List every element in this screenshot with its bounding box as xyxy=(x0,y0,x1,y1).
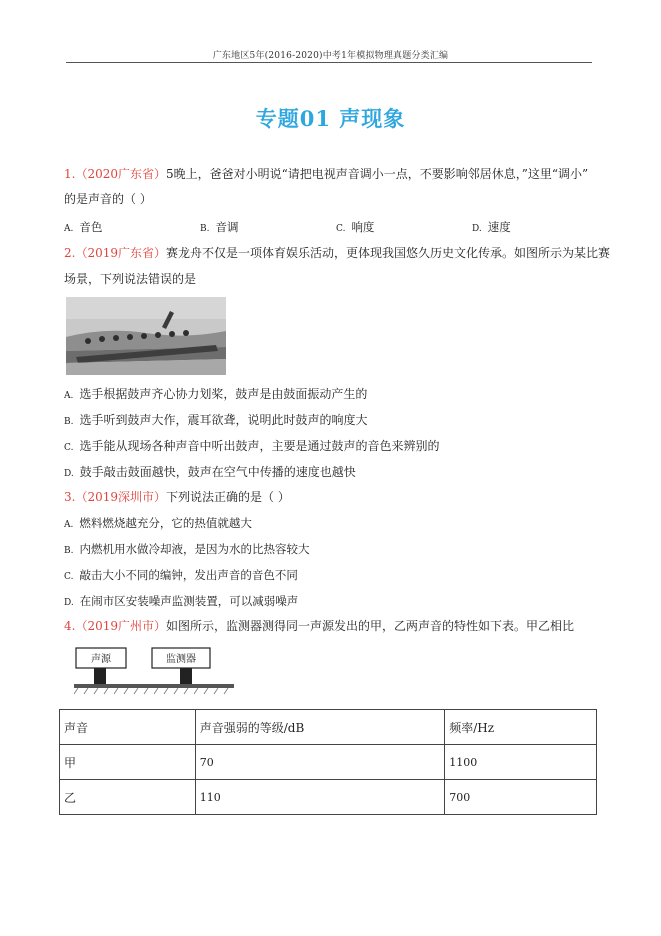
table-header-cell: 声音 xyxy=(60,710,196,745)
q3-option-c: C. 敲击大小不同的编钟，发出声音的音色不同 xyxy=(64,568,298,582)
q1-option-d: D. 速度 xyxy=(472,220,511,234)
q1-option-c: C. 响度 xyxy=(336,220,375,234)
q2-number: 2. xyxy=(64,246,76,260)
sound-source-label: 声源 xyxy=(91,654,111,665)
q1-number: 1. xyxy=(64,167,76,181)
detector-label: 监测器 xyxy=(166,654,196,665)
q3-text-1: 下列说法正确的是（ ） xyxy=(166,490,290,504)
table-row xyxy=(60,780,597,815)
table-header-cell: 声音强弱的等级/dB xyxy=(195,710,445,745)
q3-line1 xyxy=(64,488,290,506)
q2-option-c: C. 选手能从现场各种声音中听出鼓声，主要是通过鼓声的音色来辨别的 xyxy=(64,439,440,453)
sound-source-detector-figure xyxy=(64,645,236,695)
q1-option-b: B. 音调 xyxy=(200,220,239,234)
dragon-boat-photo xyxy=(66,297,226,375)
q4-number: 4. xyxy=(64,619,76,633)
table-header-cell: 频率/Hz xyxy=(445,710,597,745)
q3-source-tag: （2019深圳市） xyxy=(75,490,166,504)
table-cell: 70 xyxy=(195,745,445,780)
table-cell: 1100 xyxy=(445,745,597,780)
q3-option-a: A. 燃料燃烧越充分，它的热值就越大 xyxy=(64,516,252,530)
page-header: 广东地区5年(2016-2020)中考1年模拟物理真题分类汇编 xyxy=(212,51,449,61)
q1-text-1: 5晚上，爸爸对小明说“请把电视声音调小一点，不要影响邻居休息，”这里“调小” xyxy=(166,167,589,181)
table-cell: 110 xyxy=(195,780,445,815)
table-header-row xyxy=(60,710,597,745)
q2-line1 xyxy=(64,244,610,262)
q4-text-1: 如图所示，监测器测得同一声源发出的甲，乙两声音的特性如下表。甲乙相比 xyxy=(166,619,575,633)
page-title: 专题01 声现象 xyxy=(255,106,406,131)
q4-line1 xyxy=(64,617,574,635)
q2-text-1: 赛龙舟不仅是一项体育娱乐活动，更体现我国悠久历史文化传承。如图所示为某比赛 xyxy=(166,246,611,260)
q1-text-2: 的是声音的（ ） xyxy=(64,192,152,206)
q2-option-b: B. 选手听到鼓声大作，震耳欲聋，说明此时鼓声的响度大 xyxy=(64,413,368,427)
table-cell: 700 xyxy=(445,780,597,815)
table-row xyxy=(60,745,597,780)
q2-option-d: D. 鼓手敲击鼓面越快，鼓声在空气中传播的速度也越快 xyxy=(64,465,356,479)
q3-number: 3. xyxy=(64,490,76,504)
q3-option-d: D. 在闹市区安装噪声监测装置，可以减弱噪声 xyxy=(64,594,299,608)
q3-option-b: B. 内燃机用水做冷却液，是因为水的比热容较大 xyxy=(64,542,310,556)
q2-source-tag: （2019广东省） xyxy=(75,246,166,260)
table-cell: 甲 xyxy=(60,745,196,780)
q1-option-a: A. 音色 xyxy=(64,220,103,234)
q2-option-a: A. 选手根据鼓声齐心协力划桨，鼓声是由鼓面振动产生的 xyxy=(64,387,368,401)
header-rule xyxy=(66,62,592,63)
q1-line1 xyxy=(64,165,588,183)
q2-text-2: 场景，下列说法错误的是 xyxy=(64,272,197,286)
table-cell: 乙 xyxy=(60,780,196,815)
q4-source-tag: （2019广州市） xyxy=(75,619,166,633)
q1-source-tag: （2020广东省） xyxy=(75,167,166,181)
sound-characteristics-table xyxy=(59,709,597,815)
